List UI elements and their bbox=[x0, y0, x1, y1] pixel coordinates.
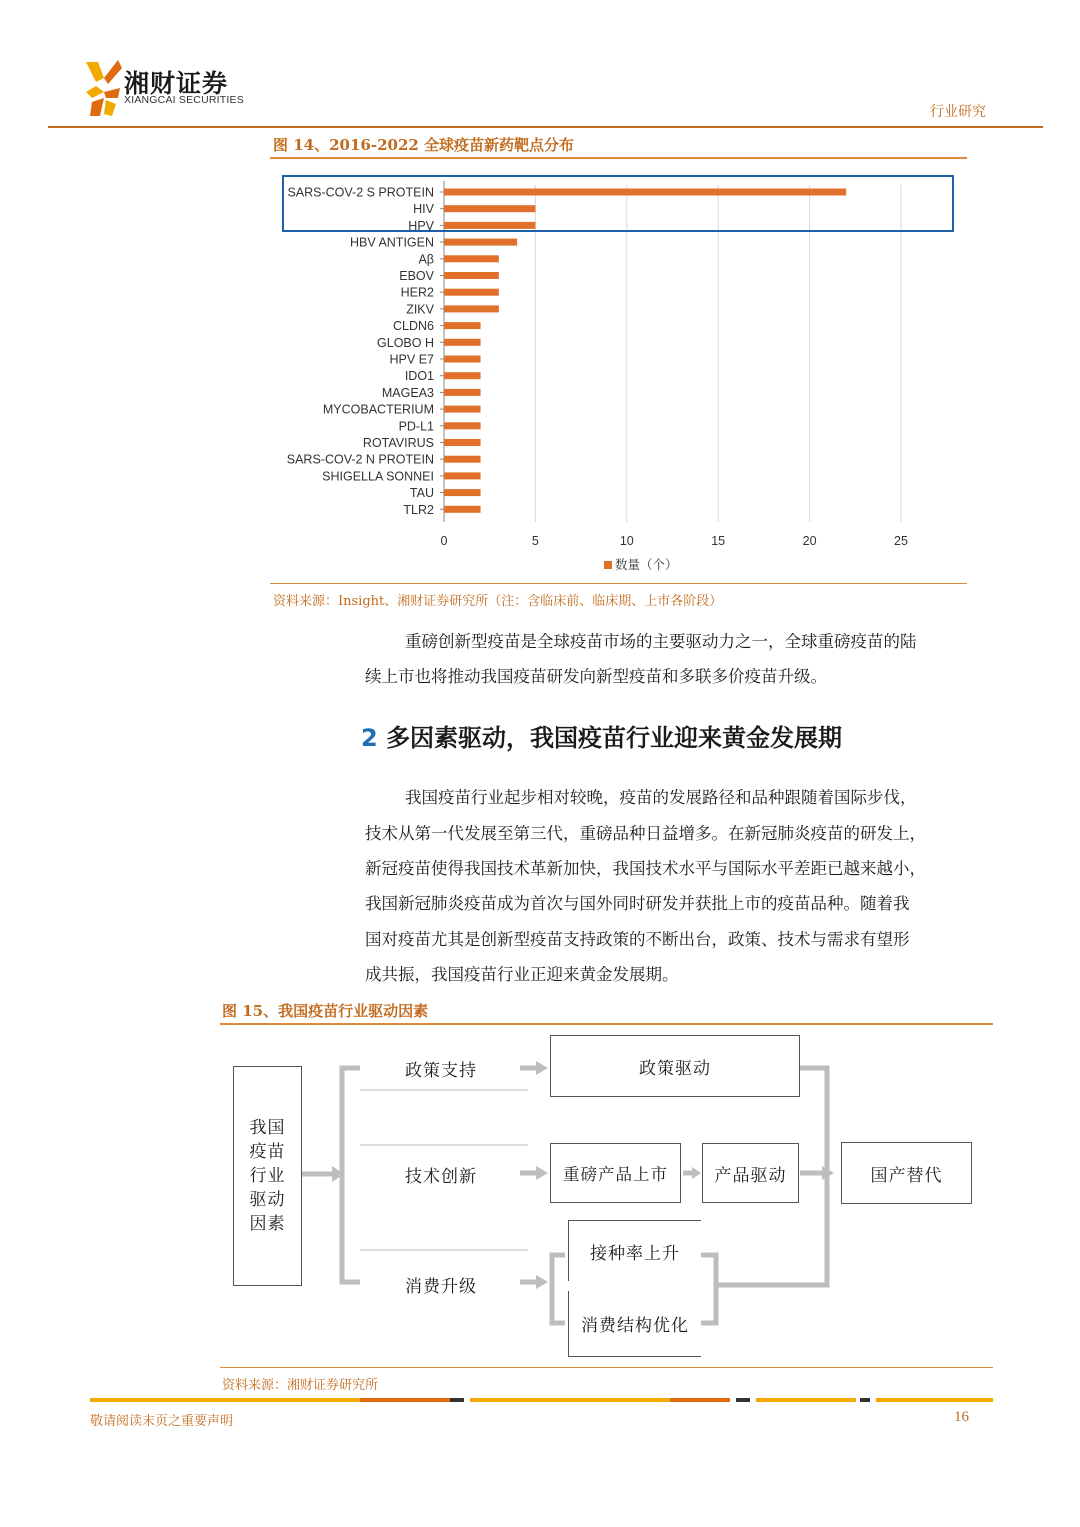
paragraph2-line6: 成共振，我国疫苗行业正迎来黄金发展期。 bbox=[365, 965, 679, 984]
vaccination-rate-node: 接种率上升 bbox=[568, 1220, 701, 1281]
x-tick-label: 0 bbox=[440, 534, 448, 548]
legend-swatch bbox=[604, 561, 612, 569]
paragraph1-line1: 重磅创新型疫苗是全球疫苗市场的主要驱动力之一，全球重磅疫苗的陆 bbox=[405, 632, 917, 651]
consume-arrowhead-icon bbox=[536, 1275, 548, 1289]
bar-hbv-antigen bbox=[444, 239, 517, 246]
root-node-line4: 驱动 bbox=[249, 1190, 286, 1210]
category-label: HPV bbox=[408, 218, 434, 233]
figure14-bottom-rule bbox=[270, 583, 967, 584]
consume-split-bracket bbox=[552, 1255, 565, 1323]
x-tick-label: 15 bbox=[711, 534, 726, 548]
root-node-line2: 疫苗 bbox=[249, 1142, 286, 1162]
bar-globo-h bbox=[444, 339, 481, 346]
root-node-line3: 行业 bbox=[249, 1166, 286, 1186]
root-node-vaccine-drivers bbox=[233, 1066, 302, 1286]
section-heading bbox=[361, 718, 842, 753]
bar-a- bbox=[444, 255, 499, 262]
bar-her2 bbox=[444, 289, 499, 296]
tech-innovation-label: 技术创新 bbox=[405, 1167, 477, 1187]
figure14-source: 资料来源：Insight、湘财证券研究所（注：含临床前、临床期、上市各阶段） bbox=[273, 594, 723, 609]
category-label: ROTAVIRUS bbox=[362, 436, 434, 450]
root-node-line5: 因素 bbox=[249, 1214, 286, 1234]
bar-pd-l1 bbox=[444, 422, 481, 429]
section-heading-number: 2 bbox=[361, 724, 378, 752]
bar-zikv bbox=[444, 305, 499, 312]
blockbuster-launch-node: 重磅产品上市 bbox=[550, 1143, 681, 1203]
figure15-bottom-rule bbox=[220, 1367, 993, 1368]
paragraph1-line2: 续上市也将推动我国疫苗研发向新型疫苗和多联多价疫苗升级。 bbox=[365, 667, 827, 686]
bar-sars-cov-2-n-protein bbox=[444, 456, 481, 463]
bar-tlr2 bbox=[444, 506, 481, 513]
bar-tau bbox=[444, 489, 481, 496]
import-substitution-node: 国产替代 bbox=[841, 1142, 972, 1204]
figure15-title: 图 15、我国疫苗行业驱动因素 bbox=[222, 1002, 429, 1020]
company-name-cn: 湘财证券 bbox=[124, 69, 229, 98]
consumption-structure-node: 消费结构优化 bbox=[568, 1291, 701, 1357]
category-label: IDO1 bbox=[404, 369, 434, 384]
bar-hpv-e7 bbox=[444, 356, 481, 363]
x-tick-label: 20 bbox=[802, 534, 817, 548]
footer-disclaimer: 敬请阅读末页之重要声明 bbox=[90, 1414, 234, 1429]
bar-cldn6 bbox=[444, 322, 481, 329]
bar-shigella-sonnei bbox=[444, 472, 481, 479]
paragraph2-line5: 国对疫苗尤其是创新型疫苗支持政策的不断出台，政策、技术与需求有望形 bbox=[365, 930, 910, 949]
bar-rotavirus bbox=[444, 439, 481, 446]
figure15-title-rule bbox=[220, 1023, 993, 1025]
product-driven-node: 产品驱动 bbox=[702, 1143, 799, 1203]
category-label: HBV ANTIGEN bbox=[349, 235, 434, 250]
bar-ebov bbox=[444, 272, 499, 279]
paragraph2-line3: 新冠疫苗使得我国技术革新加快，我国技术水平与国际水平差距已越来越小， bbox=[365, 859, 926, 878]
legend-label: 数量（个） bbox=[615, 557, 678, 572]
category-label: HPV E7 bbox=[389, 352, 434, 367]
bar-ido1 bbox=[444, 372, 481, 379]
page-number: 16 bbox=[954, 1409, 969, 1425]
figure14-title: 图 14、2016-2022 全球疫苗新药靶点分布 bbox=[273, 136, 575, 154]
left-bracket bbox=[342, 1068, 360, 1282]
category-label: SARS-COV-2 N PROTEIN bbox=[286, 452, 434, 467]
category-label: HER2 bbox=[400, 285, 434, 300]
category-label: SHIGELLA SONNEI bbox=[322, 469, 434, 484]
category-label: MAGEA3 bbox=[381, 385, 434, 400]
paragraph2-line4: 我国新冠肺炎疫苗成为首次与国外同时研发并获批上市的疫苗品种。随着我 bbox=[365, 894, 910, 913]
category-label: Aβ bbox=[418, 252, 434, 267]
launch-arrowhead-icon bbox=[692, 1167, 701, 1179]
footer-decorative-band bbox=[90, 1396, 993, 1404]
category-label: CLDN6 bbox=[393, 319, 434, 334]
policy-support-label: 政策支持 bbox=[405, 1061, 477, 1081]
category-label: GLOBO H bbox=[377, 335, 434, 350]
figure15-source: 资料来源：湘财证券研究所 bbox=[222, 1378, 379, 1393]
category-label: PD-L1 bbox=[398, 419, 434, 434]
bar-magea3 bbox=[444, 389, 481, 396]
policy-driven-node: 政策驱动 bbox=[550, 1035, 800, 1097]
section-heading-text: 多因素驱动，我国疫苗行业迎来黄金发展期 bbox=[386, 724, 843, 752]
paragraph2-line2: 技术从第一代发展至第三代，重磅品种日益增多。在新冠肺炎疫苗的研发上， bbox=[365, 824, 926, 843]
top3-highlight-box bbox=[283, 176, 953, 231]
x-tick-label: 10 bbox=[619, 534, 634, 548]
root-node-line1: 我国 bbox=[249, 1118, 286, 1138]
bar-sars-cov-2-s-protein bbox=[444, 189, 846, 196]
paragraph2-line1: 我国疫苗行业起步相对较晚，疫苗的发展路径和品种跟随着国际步伐， bbox=[405, 788, 917, 807]
category-label: MYCOBACTERIUM bbox=[322, 402, 434, 417]
company-name-en: XIANGCAI SECURITIES bbox=[124, 94, 244, 106]
bar-hiv bbox=[444, 205, 535, 212]
header-divider bbox=[48, 126, 1043, 128]
category-label: EBOV bbox=[399, 269, 434, 283]
consumption-upgrade-label: 消费升级 bbox=[405, 1277, 477, 1297]
x-tick-label: 25 bbox=[894, 534, 908, 548]
target-distribution-bar-chart bbox=[270, 165, 970, 575]
category-label: SARS-COV-2 S PROTEIN bbox=[287, 185, 434, 200]
bar-hpv bbox=[444, 222, 535, 229]
category-label: HIV bbox=[413, 202, 434, 217]
category-label: TAU bbox=[409, 486, 434, 501]
policy-arrowhead-icon bbox=[536, 1061, 548, 1075]
tech-arrowhead-icon bbox=[536, 1166, 548, 1180]
report-section-label: 行业研究 bbox=[930, 104, 986, 120]
x-tick-label: 5 bbox=[531, 534, 539, 548]
figure14-title-rule bbox=[270, 157, 967, 159]
category-label: TLR2 bbox=[403, 502, 434, 517]
company-logo-icon bbox=[82, 58, 122, 118]
bar-mycobacterium bbox=[444, 406, 481, 413]
category-label: ZIKV bbox=[406, 302, 434, 317]
